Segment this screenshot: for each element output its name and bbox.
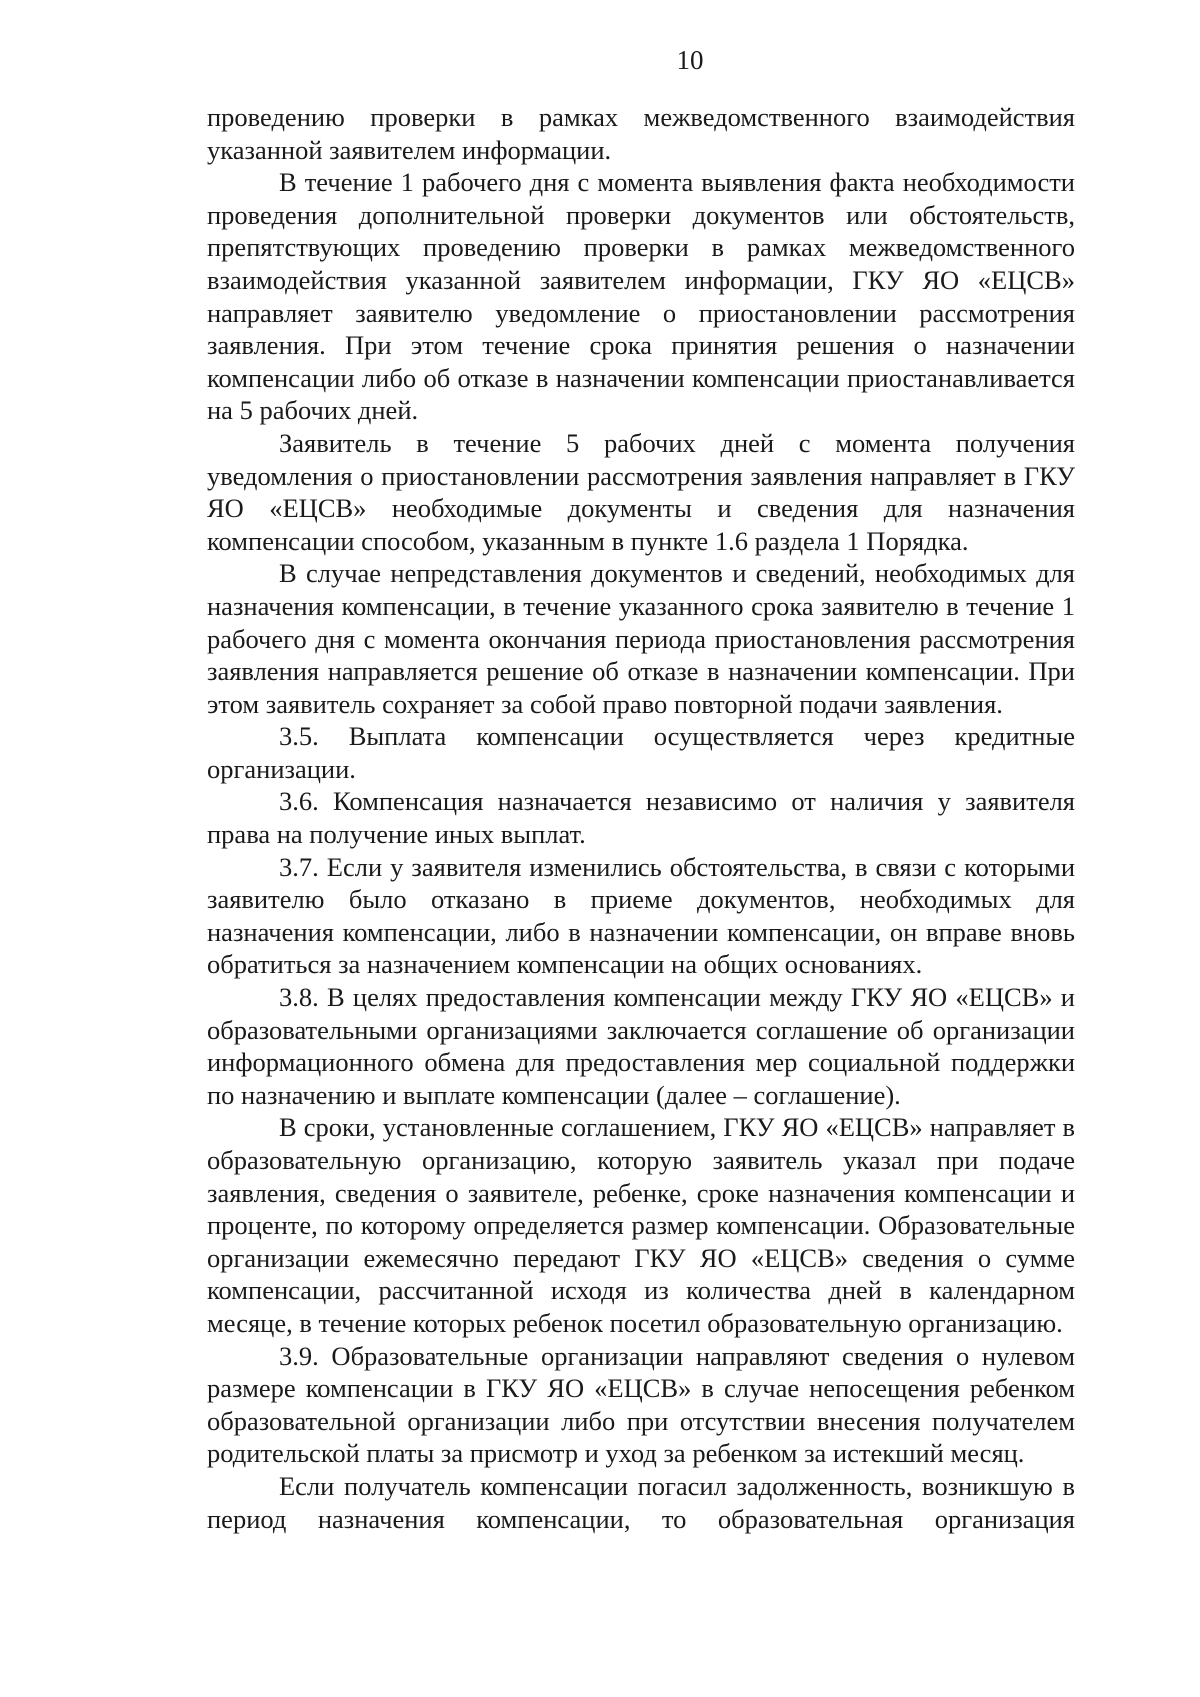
page-number: 10 [676, 45, 704, 75]
clause-3-9: 3.9. Образовательные организации направляют сведения о нулевом размере компенсации в ГКУ ЯО «ЕЦСВ» в случае непосещения ребенком образовательной организации либо при отсутствии внесения получателем родительской платы за присмотр и уход за ребенком за истекший месяц. [207, 1340, 1075, 1469]
paragraph-non-submission: В случае непредставления документов и сведений, необходимых для назначения компенсации, в течение указанного срока заявителю в течение 1 рабочего дня с момента окончания периода приостановления рассмотрения заявления направляется решение об отказе в назначении компенсации. При этом заявитель сохраняет за собой право повторной подачи заявления. [207, 558, 1075, 719]
paragraph-applicant-submission: Заявитель в течение 5 рабочих дней с момента получения уведомления о приостановлении рассмотрения заявления направляет в ГКУ ЯО «ЕЦСВ» необходимые документы и сведения для назначения компенсации способом, указанным в пункте 1.6 раздела 1 Порядка. [207, 427, 1075, 556]
clause-3-6: 3.6. Компенсация назначается независимо от наличия у заявителя права на получение иных выплат. [207, 786, 1075, 850]
paragraph-continuation: проведению проверки в рамках межведомственного взаимодействия указанной заявителем информации. [207, 102, 1075, 165]
clause-3-7: 3.7. Если у заявителя изменились обстоятельства, в связи с которыми заявителю было отказано в приеме документов, необходимых для назначения компенсации, либо в назначении компенсации, он вправе вновь обратиться за назначением компенсации на общих основаниях. [207, 851, 1075, 980]
paragraph-debt-repayment: Если получатель компенсации погасил задолженность, возникшую в период назначения компенсации, то образовательная организация [207, 1470, 1075, 1534]
clause-3-5: 3.5. Выплата компенсации осуществляется через кредитные организации. [207, 721, 1075, 784]
paragraph-suspension-notice: В течение 1 рабочего дня с момента выявления факта необходимости проведения дополнительной проверки документов или обстоятельств, препятствующих проведению проверки в рамках межведомственного взаимодействия указанной заявителем информации, ГКУ ЯО «ЕЦСВ» направляет заявителю уведомление о приостановлении рассмотрения заявления. При этом течение срока принятия решения о назначении компенсации либо об отказе в назначении компенсации приостанавливается на 5 рабочих дней. [207, 167, 1075, 426]
document-body [207, 101, 1075, 1535]
clause-3-8: 3.8. В целях предоставления компенсации между ГКУ ЯО «ЕЦСВ» и образовательными организациями заключается соглашение об организации информационного обмена для предоставления мер социальной поддержки по назначению и выплате компенсации (далее – соглашение). [207, 982, 1075, 1110]
paragraph-agreement-terms: В сроки, установленные соглашением, ГКУ ЯО «ЕЦСВ» направляет в образовательную организацию, которую заявитель указал при подаче заявления, сведения о заявителе, ребенке, сроке назначения компенсации и проценте, по которому определяется размер компенсации. Образовательные организации ежемесячно передают ГКУ ЯО «ЕЦСВ» сведения о сумме компенсации, рассчитанной исходя из количества дней в календарном месяце, в течение которых ребенок посетил образовательную организацию. [207, 1112, 1075, 1338]
